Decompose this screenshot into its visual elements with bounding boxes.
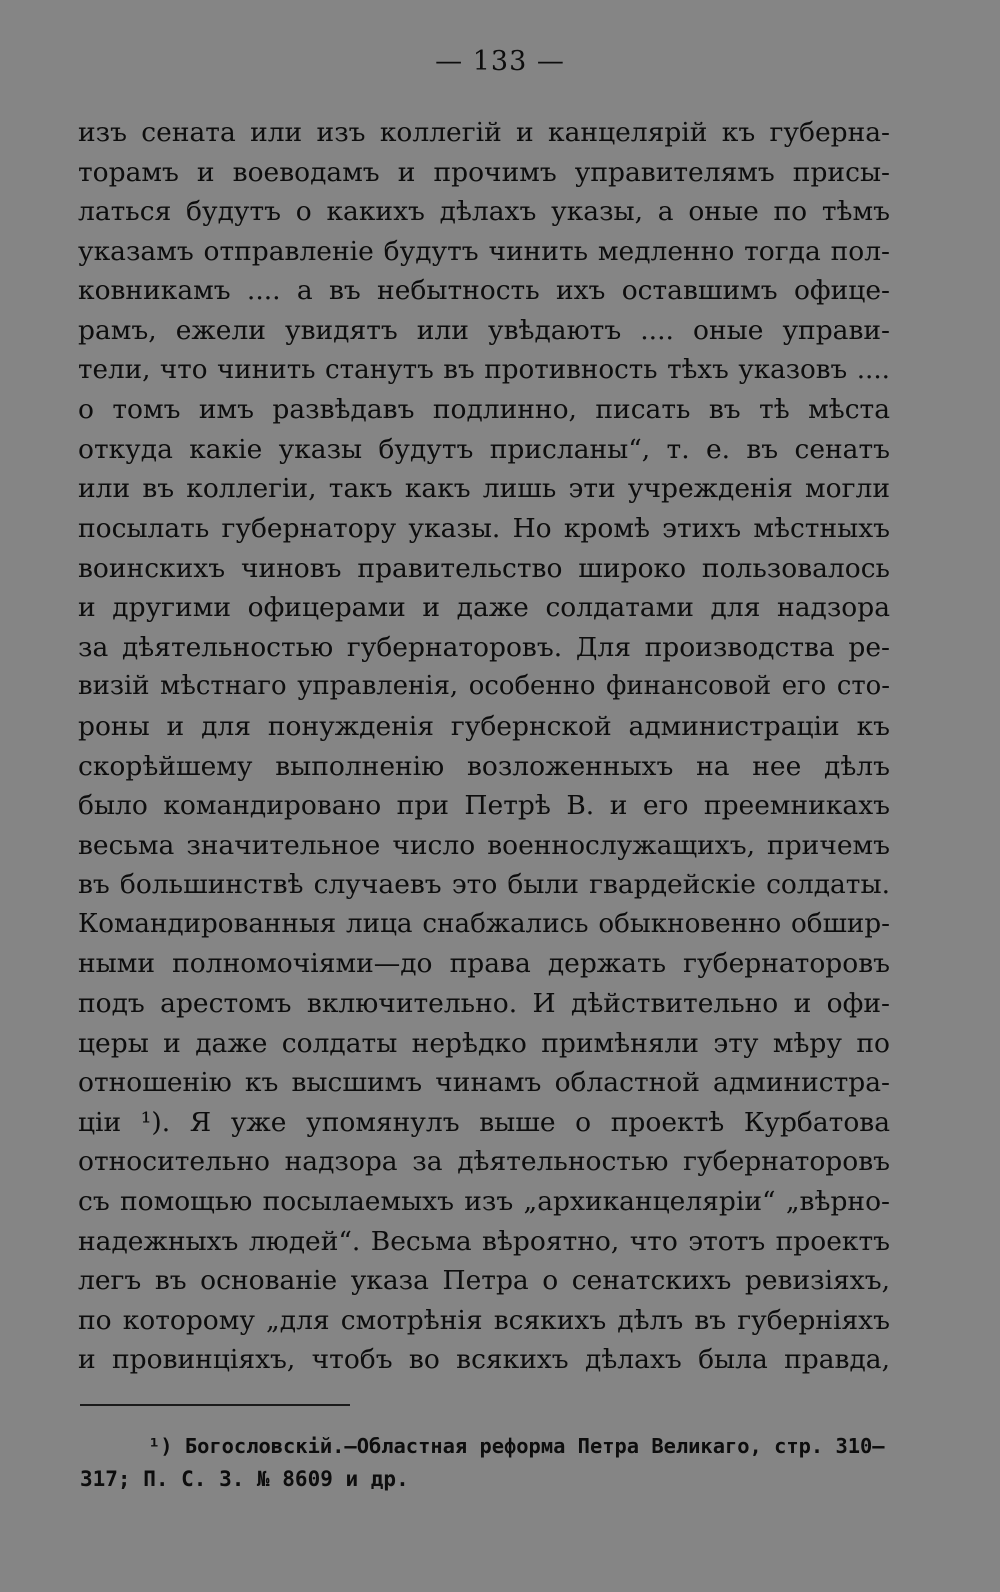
text-line: весьма значительное число военнослужащихъ, причемъ <box>78 829 890 861</box>
text-line: Командированныя лица снабжались обыкновенно обшир- <box>78 908 890 939</box>
text-line: тели, что чинить станутъ въ противность тѣхъ указовъ .... <box>78 354 890 385</box>
text-line: по которому „для смотрѣнія всякихъ дѣлъ въ губерніяхъ <box>78 1304 890 1336</box>
text-line: латься будутъ о какихъ дѣлахъ указы, а оные по тѣмъ <box>78 196 890 228</box>
text-line: легъ въ основаніе указа Петра о сенатскихъ ревизіяхъ, <box>78 1265 890 1297</box>
footnotes <box>80 1430 892 1496</box>
text-line: визій мѣстнаго управленія, особенно финансовой его сто- <box>78 671 890 702</box>
text-line: отношенію къ высшимъ чинамъ областной администра- <box>78 1067 890 1099</box>
body-text <box>78 113 890 1380</box>
footnote-line: 317; П. С. З. № 8609 и др. <box>80 1467 409 1491</box>
text-line: надежныхъ людей“. Весьма вѣроятно, что этотъ проектъ <box>78 1225 890 1257</box>
text-line: было командировано при Петрѣ В. и его преемникахъ <box>78 790 890 822</box>
text-line: рамъ, ежели увидятъ или увѣдаютъ .... оные управи- <box>78 314 890 346</box>
text-line: указамъ отправленіе будутъ чинить медленно тогда пол- <box>78 235 890 267</box>
text-line: роны и для понужденія губернской администраціи къ <box>78 710 890 742</box>
text-line: скорѣйшему выполненію возложенныхъ на нее дѣлъ <box>78 750 890 782</box>
text-line: относительно надзора за дѣятельностью губернаторовъ <box>78 1146 890 1178</box>
text-line: въ большинствѣ случаевъ это были гвардейскіе солдаты. <box>78 869 890 901</box>
text-line: съ помощью посылаемыхъ изъ „архиканцеляріи“ „вѣрно- <box>78 1186 890 1218</box>
text-line: о томъ имъ развѣдавъ подлинно, писать въ тѣ мѣста <box>78 394 890 426</box>
text-line: ковникамъ .... а въ небытность ихъ оставшимъ офице- <box>78 275 890 307</box>
footnote-line: ¹) Богословскій.—Областная реформа Петра Великаго, стр. 310— <box>148 1434 885 1458</box>
text-line: изъ сената или изъ коллегій и канцелярій къ губерна- <box>78 117 890 148</box>
text-line: воинскихъ чиновъ правительство широко пользовалось <box>78 552 890 584</box>
text-line: торамъ и воеводамъ и прочимъ управителямъ присы- <box>78 156 890 188</box>
text-line: и другими офицерами и даже солдатами для надзора <box>78 592 890 624</box>
text-line: ціи ¹). Я уже упомянулъ выше о проектѣ Курбатова <box>78 1106 890 1138</box>
text-line: посылать губернатору указы. Но кромѣ этихъ мѣстныхъ <box>78 512 890 544</box>
text-line: и провинціяхъ, чтобъ во всякихъ дѣлахъ была правда, <box>78 1344 890 1376</box>
text-line: или въ коллегіи, такъ какъ лишь эти учрежденія могли <box>78 473 890 505</box>
text-line: за дѣятельностью губернаторовъ. Для производства ре- <box>78 631 890 663</box>
text-line: ными полномочіями—до права держать губернаторовъ <box>78 948 890 980</box>
page-number: — 133 — <box>435 46 565 77</box>
text-line: церы и даже солдаты нерѣдко примѣняли эту мѣру по <box>78 1027 890 1059</box>
text-line: подъ арестомъ включительно. И дѣйствительно и офи- <box>78 988 890 1020</box>
text-line: откуда какіе указы будутъ присланы“, т. е. въ сенатъ <box>78 433 890 465</box>
footnote-divider <box>80 1404 350 1406</box>
